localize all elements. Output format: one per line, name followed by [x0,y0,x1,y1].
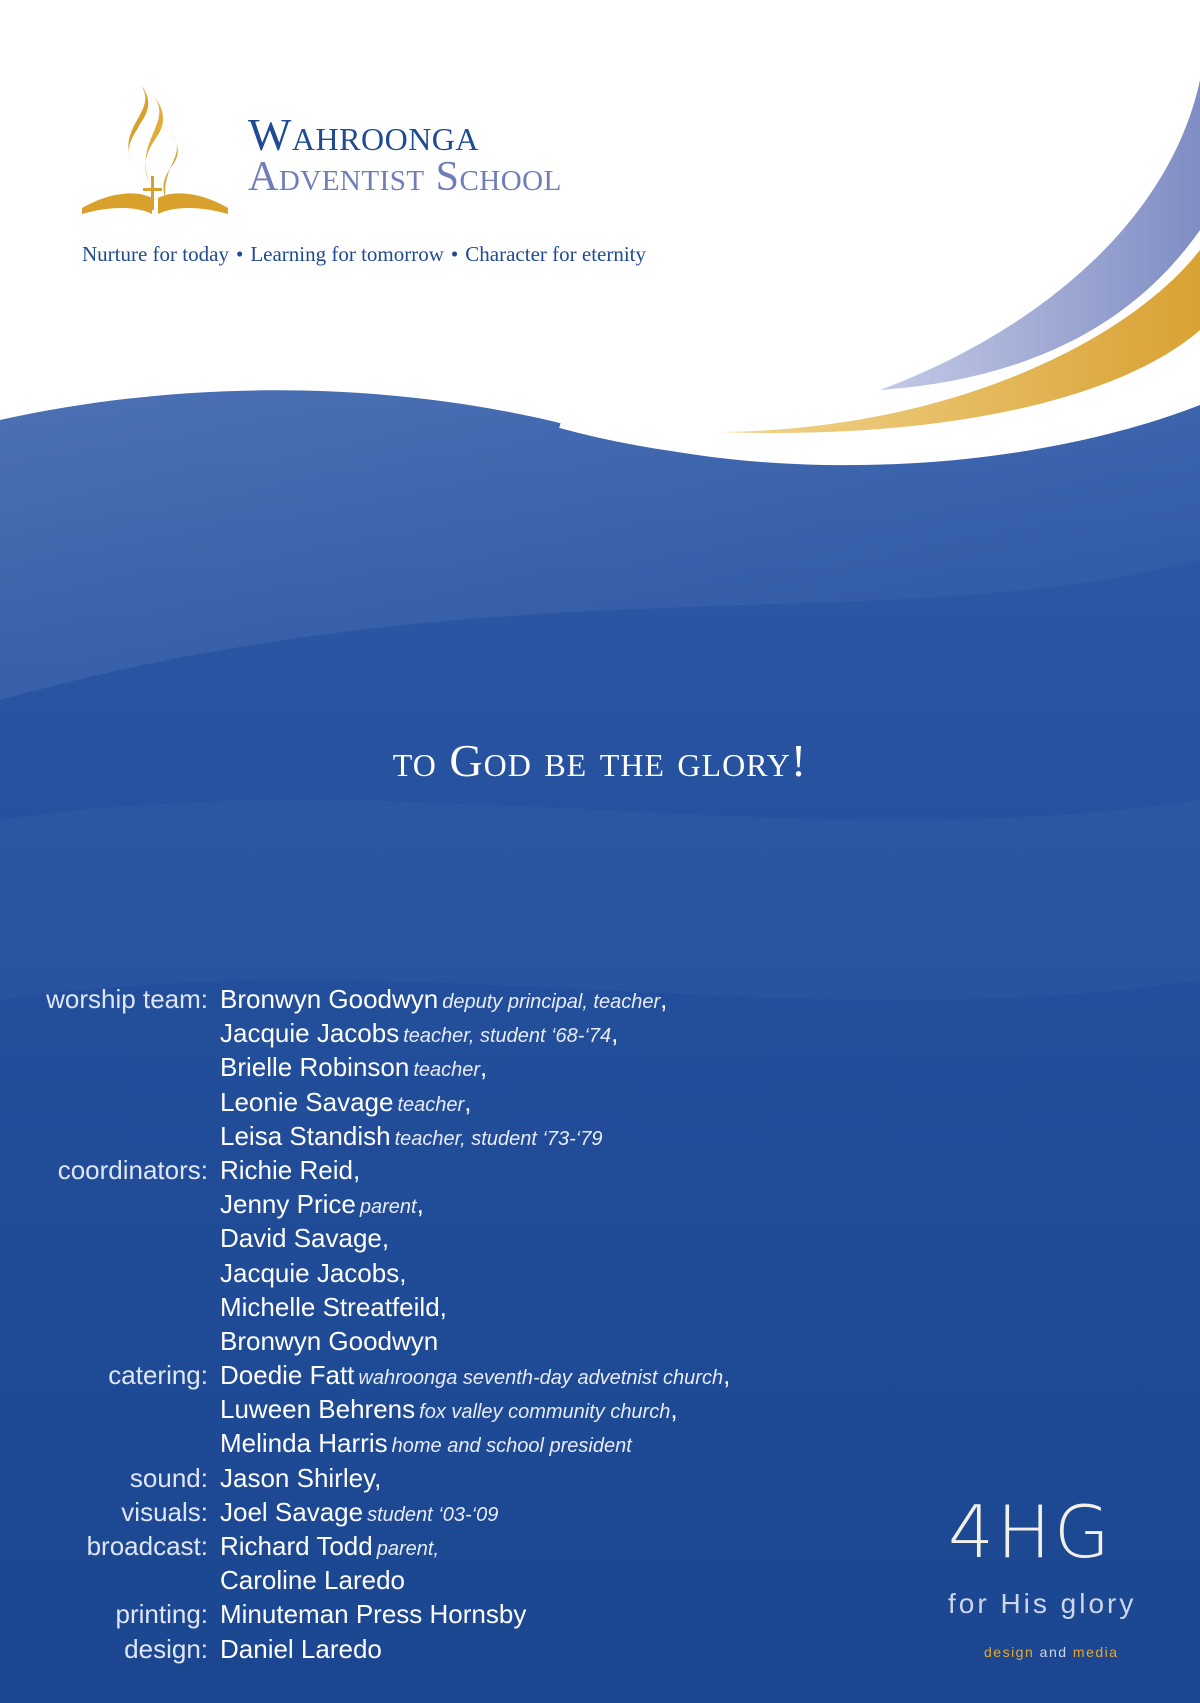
credit-row [30,982,730,1016]
person-name: Richie Reid, [220,1154,361,1185]
person-name: Bronwyn Goodwyn [220,1325,439,1356]
credit-person [220,1461,381,1495]
credit-role: coordinators: [57,1154,208,1185]
credit-person [220,1392,678,1426]
credit-person [220,1632,382,1666]
credit-role [30,1050,220,1084]
credit-person [220,1050,487,1084]
credit-role [30,1016,220,1050]
credit-row [30,1529,730,1563]
credit-row [30,1016,730,1050]
person-name: Richard Todd [220,1531,373,1561]
person-name: Jason Shirley, [220,1462,382,1493]
person-description: teacher, student ‘73-‘79 [394,1127,603,1150]
credit-role [30,1392,220,1426]
headline: to God be the glory! [392,735,808,786]
person-description: teacher [413,1059,481,1082]
brand-sub-media: media [1072,1644,1119,1660]
person-description: home and school president [391,1435,632,1458]
credit-person [220,1085,471,1119]
person-name: Leonie Savage [220,1086,394,1117]
credit-row [30,1358,730,1392]
person-name: Jenny Price [220,1189,356,1220]
person-description: fox valley community church [419,1401,671,1424]
credit-role [30,1119,220,1153]
credit-row [30,1085,730,1119]
person-suffix: , [660,984,668,1014]
credit-role [30,1290,220,1324]
credits-list [30,982,730,1666]
credit-role [30,1256,220,1290]
person-description: parent, [376,1538,439,1560]
credit-person [220,1119,602,1153]
person-suffix: , [611,1018,619,1049]
credit-role: design: [124,1633,208,1664]
credit-row [30,1426,730,1460]
person-name: Bronwyn Goodwyn [220,984,439,1014]
credit-role: sound: [129,1462,208,1493]
person-name: Leisa Standish [220,1120,391,1151]
person-description: wahroonga seventh-day advetnist church [358,1367,724,1390]
credit-role [30,1221,220,1255]
credit-person [220,1153,360,1187]
motto-separator: • [450,242,459,266]
4hg-brand-logo [944,1490,1174,1670]
school-name-line1: Wahroonga [248,109,480,160]
credit-row [30,1187,730,1221]
motto-part: Learning for tomorrow [250,242,444,266]
credit-row [30,1461,730,1495]
credit-row [30,1153,730,1187]
school-logo-icon [80,80,230,220]
credit-row [30,1050,730,1084]
credit-role [30,1426,220,1460]
person-description: student ‘03-‘09 [367,1503,499,1526]
credit-person [220,1016,618,1050]
brand-sub-design: design [984,1644,1035,1660]
credit-person [220,1290,447,1324]
credit-row [30,1597,730,1631]
credit-person [220,1256,406,1290]
person-suffix: , [670,1394,678,1425]
school-motto [82,242,646,267]
credit-person [220,1221,389,1255]
credit-person [220,1563,405,1597]
credit-person [220,1324,438,1358]
credit-row [30,1632,730,1666]
person-description: deputy principal, teacher [442,991,661,1013]
credit-role: broadcast: [86,1531,208,1561]
school-name-line2: Adventist School [248,154,562,200]
credit-row [30,1563,730,1597]
brand-sub-and: and [1039,1644,1068,1660]
person-name: Jacquie Jacobs, [220,1257,407,1288]
person-suffix: , [723,1360,731,1391]
person-name: Joel Savage [220,1496,364,1527]
credit-row [30,1495,730,1529]
person-description: teacher, student ‘68-‘74 [403,1025,612,1048]
motto-part: Character for eternity [465,242,647,266]
motto-part: Nurture for today [82,242,229,266]
person-name: Melinda Harris [220,1428,388,1459]
person-suffix: , [464,1086,472,1117]
credit-role [30,1085,220,1119]
credit-role: catering: [108,1360,208,1391]
person-name: Minuteman Press Hornsby [220,1599,527,1630]
credit-role [30,1324,220,1358]
school-name [248,109,562,200]
credit-role: worship team: [46,984,208,1014]
credit-row [30,1119,730,1153]
brand-mark: 4HG [948,1490,1113,1574]
person-name: Doedie Fatt [220,1360,355,1391]
credit-role: printing: [115,1599,208,1630]
person-description: parent [359,1196,417,1219]
credit-role [30,1187,220,1221]
brand-tagline: for His glory [948,1588,1137,1619]
credit-person [220,1529,439,1563]
person-name: Michelle Streatfeild, [220,1291,447,1322]
credit-row [30,1256,730,1290]
person-suffix: , [416,1189,424,1220]
credit-row [30,1324,730,1358]
person-suffix: , [480,1052,488,1083]
credit-row [30,1221,730,1255]
person-description: teacher [397,1093,465,1116]
credit-person [220,1597,526,1631]
credit-person [220,1426,632,1460]
brand-subtitle [984,1644,1119,1660]
credit-row [30,1392,730,1426]
credit-person [220,1495,498,1529]
credit-role: visuals: [121,1496,208,1527]
credit-person [220,1187,424,1221]
credit-role [30,1563,220,1597]
credit-person [220,1358,730,1392]
person-name: Caroline Laredo [220,1565,406,1596]
person-name: Brielle Robinson [220,1052,410,1083]
person-name: Jacquie Jacobs [220,1018,400,1049]
credit-person [220,982,667,1016]
person-name: Luween Behrens [220,1394,416,1425]
motto-separator: • [235,242,244,266]
person-name: Daniel Laredo [220,1633,382,1664]
person-name: David Savage, [220,1223,390,1254]
credit-row [30,1290,730,1324]
blue-band [0,800,1200,1000]
